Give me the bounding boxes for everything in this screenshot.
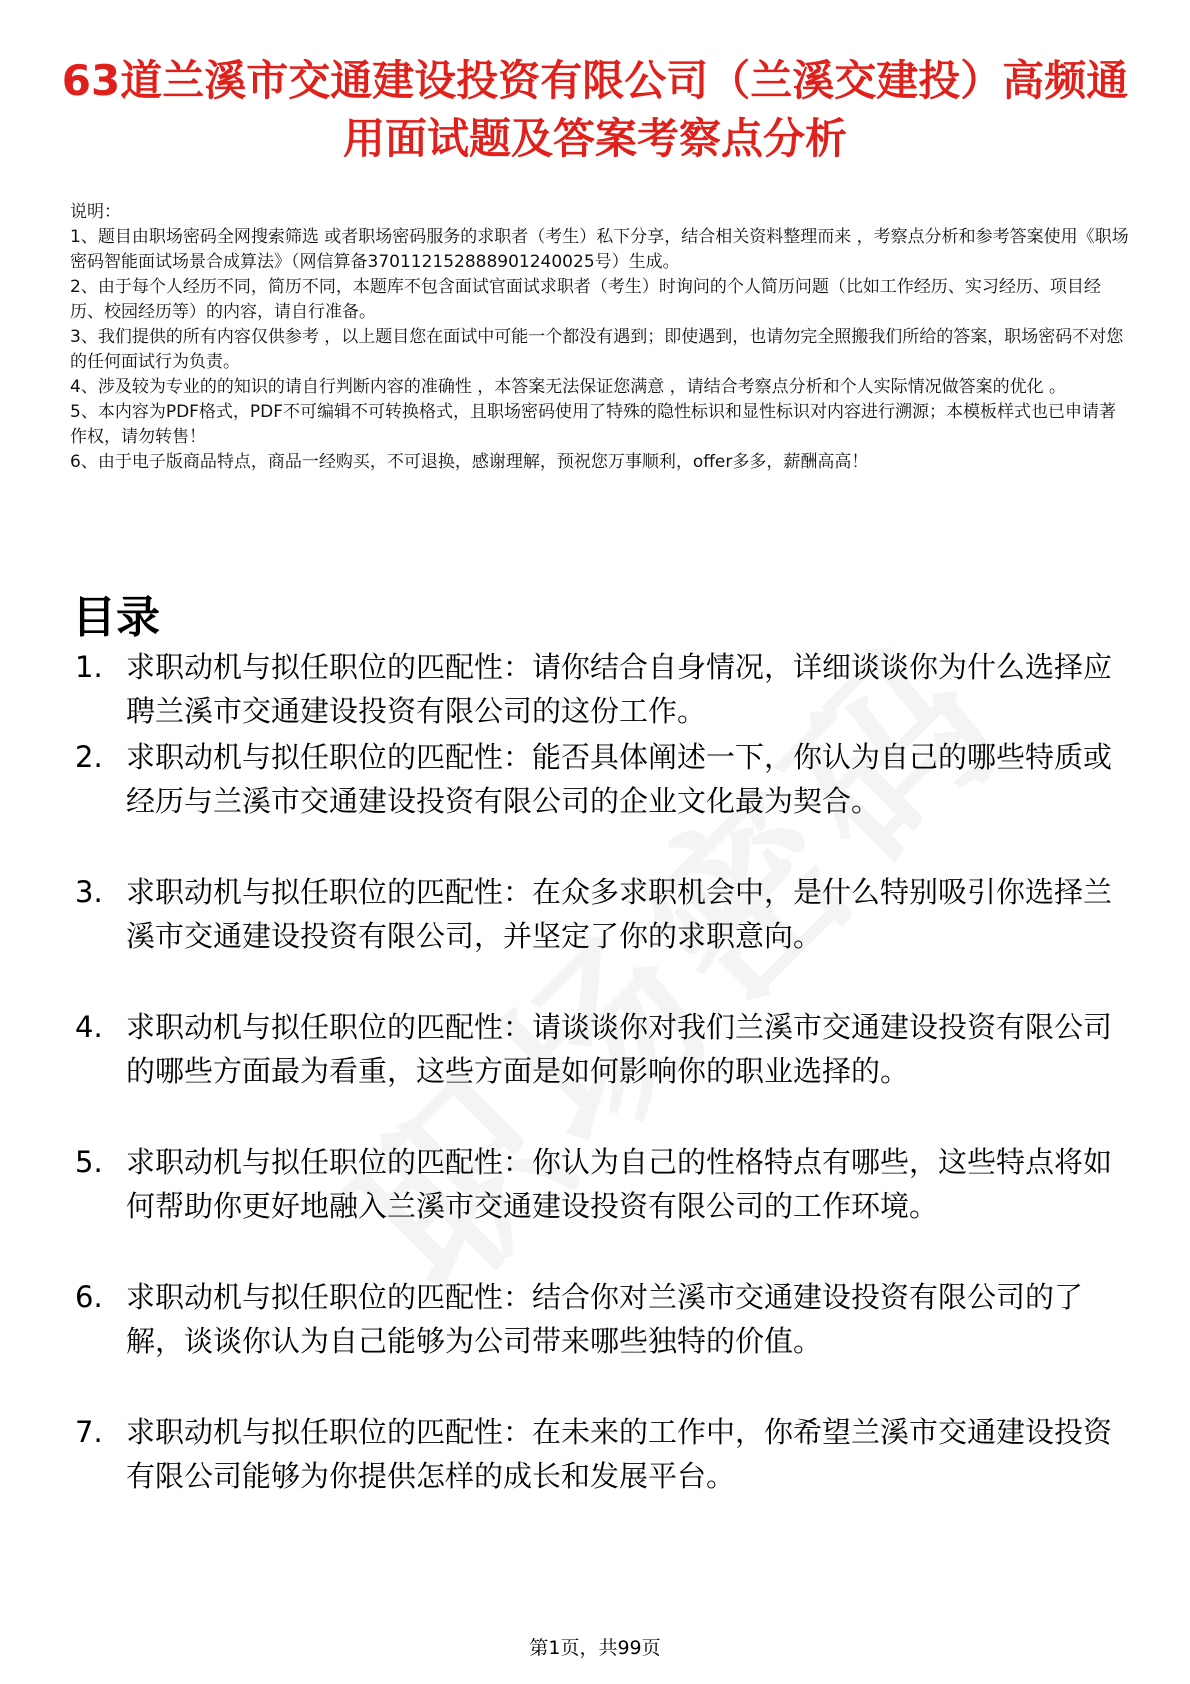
note-item: 6、由于电子版商品特点，商品一经购买，不可退换，感谢理解，预祝您万事顺利，offer多多，薪酬高高！ bbox=[70, 452, 869, 472]
note-item: 2、由于每个人经历不同，简历不同，本题库不包含面试官面试求职者（考生）时询问的个人简历问题（比如工作经历、实习经历、项目经历、校园经历等）的内容，请自行准备。 bbox=[70, 277, 1101, 322]
toc-item-text: 求职动机与拟任职位的匹配性：在未来的工作中，你希望兰溪市交通建设投资有限公司能够为你提供怎样的成长和发展平台。 bbox=[126, 1415, 1113, 1493]
toc-item-text: 求职动机与拟任职位的匹配性：请你结合自身情况，详细谈谈你为什么选择应聘兰溪市交通建设投资有限公司的这份工作。 bbox=[126, 650, 1113, 728]
toc-item-number: 2. bbox=[75, 740, 103, 774]
notes-heading: 说明： bbox=[70, 202, 121, 222]
toc-item-number: 5. bbox=[75, 1145, 103, 1179]
toc-item-number: 6. bbox=[75, 1280, 103, 1314]
page-number-footer: 第1页，共99页 bbox=[529, 1637, 661, 1659]
toc-item-text: 求职动机与拟任职位的匹配性：你认为自己的性格特点有哪些，这些特点将如何帮助你更好地融入兰溪市交通建设投资有限公司的工作环境。 bbox=[126, 1145, 1113, 1223]
toc-item[interactable] bbox=[75, 645, 1130, 733]
toc-item-number: 1. bbox=[75, 650, 103, 684]
note-item: 1、题目由职场密码全网搜索筛选 或者职场密码服务的求职者（考生）私下分享，结合相关资料整理而来 ，考察点分析和参考答案使用《职场密码智能面试场景合成算法》（网信算备370112152888901240025号）生成。 bbox=[70, 227, 1129, 272]
toc-item[interactable] bbox=[75, 1410, 1130, 1498]
toc-item-number: 3. bbox=[75, 875, 103, 909]
toc-item-text: 求职动机与拟任职位的匹配性：在众多求职机会中，是什么特别吸引你选择兰溪市交通建设投资有限公司，并坚定了你的求职意向。 bbox=[126, 875, 1113, 953]
toc-item-number: 7. bbox=[75, 1415, 103, 1449]
toc-item[interactable] bbox=[75, 870, 1130, 958]
toc-item-text: 求职动机与拟任职位的匹配性：请谈谈你对我们兰溪市交通建设投资有限公司的哪些方面最为看重，这些方面是如何影响你的职业选择的。 bbox=[126, 1010, 1113, 1088]
toc-item-number: 4. bbox=[75, 1010, 103, 1044]
toc-item[interactable] bbox=[75, 1275, 1130, 1363]
note-item: 4、涉及较为专业的的知识的请自行判断内容的准确性 ，本答案无法保证您满意 ，请结合考察点分析和个人实际情况做答案的优化 。 bbox=[70, 377, 1067, 397]
toc-item[interactable] bbox=[75, 735, 1130, 823]
toc-item[interactable] bbox=[75, 1005, 1130, 1093]
note-item: 3、我们提供的所有内容仅供参考 ，以上题目您在面试中可能一个都没有遇到；即使遇到，也请勿完全照搬我们所给的答案，职场密码不对您的任何面试行为负责。 bbox=[70, 327, 1124, 372]
toc-heading: 目录 bbox=[72, 592, 160, 643]
page-title: 63道兰溪市交通建设投资有限公司（兰溪交建投）高频通用面试题及答案考察点分析 bbox=[61, 56, 1129, 163]
toc-item-text: 求职动机与拟任职位的匹配性：结合你对兰溪市交通建设投资有限公司的了解，谈谈你认为自己能够为公司带来哪些独特的价值。 bbox=[126, 1280, 1084, 1358]
toc-item[interactable] bbox=[75, 1140, 1130, 1228]
toc-item-text: 求职动机与拟任职位的匹配性：能否具体阐述一下，你认为自己的哪些特质或经历与兰溪市交通建设投资有限公司的企业文化最为契合。 bbox=[126, 740, 1113, 818]
note-item: 5、本内容为PDF格式，PDF不可编辑不可转换格式，且职场密码使用了特殊的隐性标识和显性标识对内容进行溯源；本模板样式也已申请著作权，请勿转售！ bbox=[70, 402, 1117, 447]
